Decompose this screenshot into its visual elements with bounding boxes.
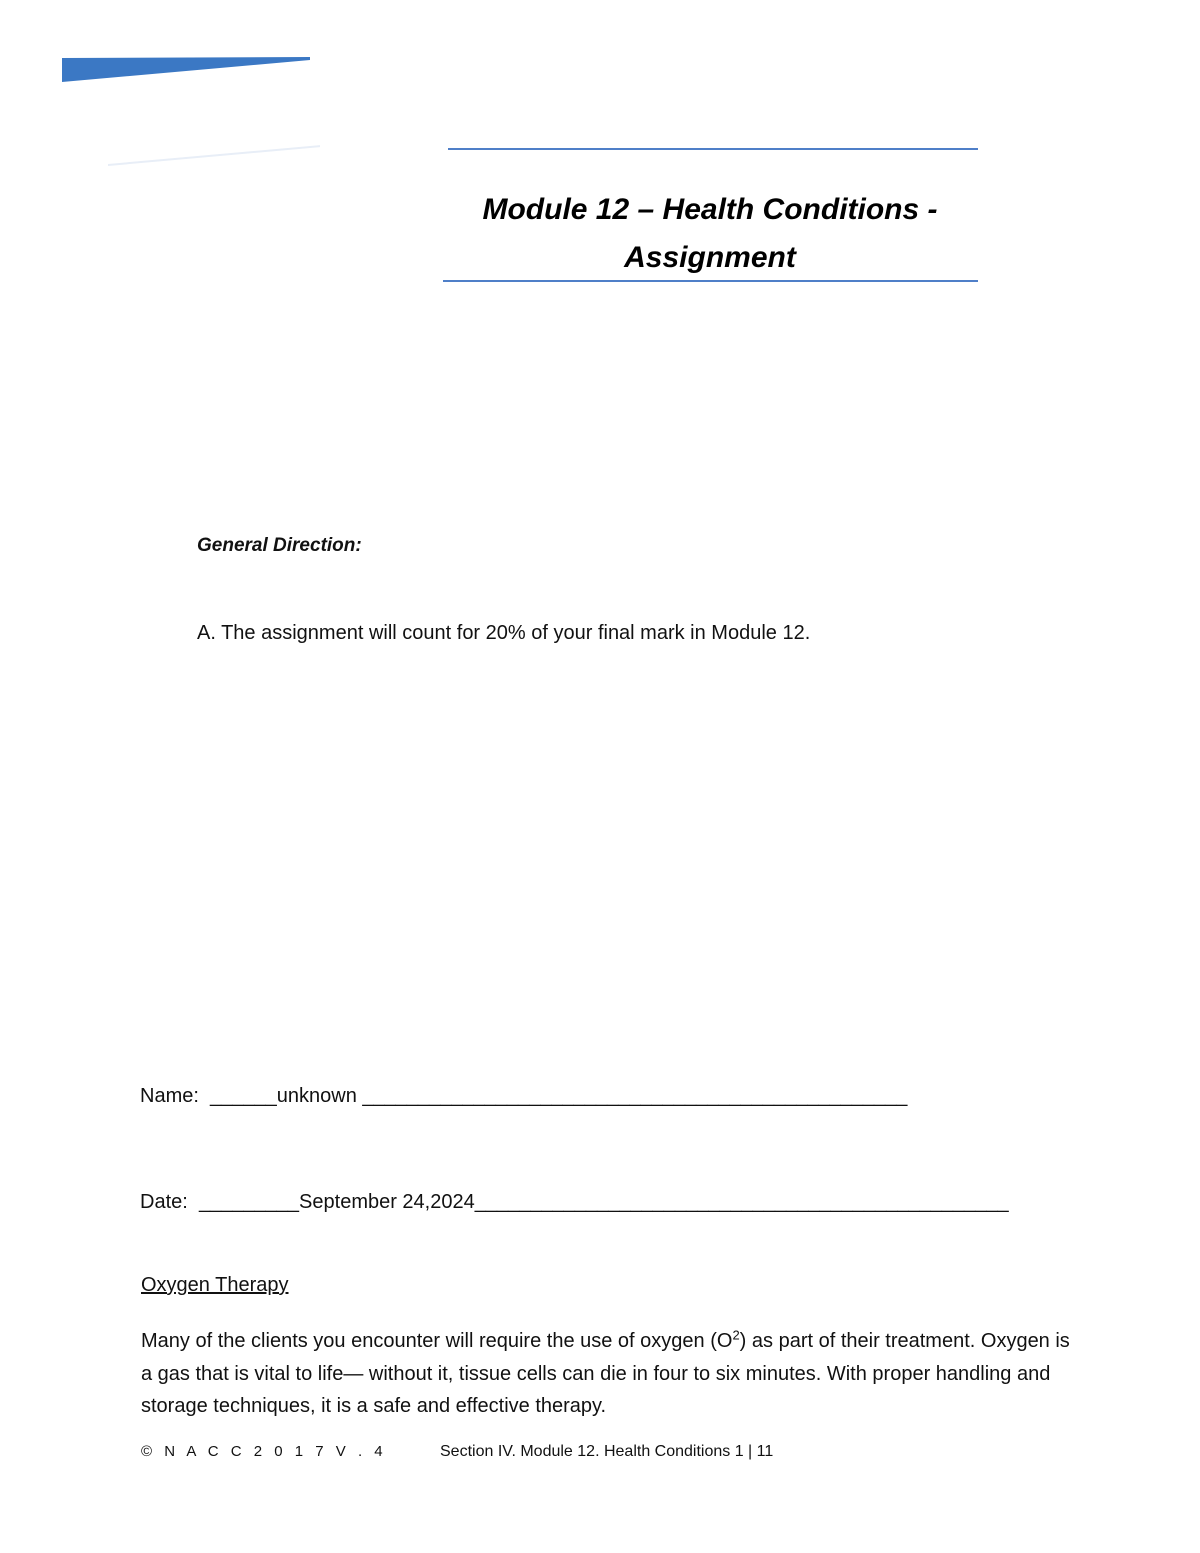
page-title: [440, 186, 980, 282]
header-logo-graphic: [60, 52, 320, 172]
title-divider-bottom: [443, 280, 978, 282]
page-title-line-2: Assignment: [624, 241, 796, 274]
oxygen-therapy-paragraph: [141, 1325, 1071, 1423]
date-field: [140, 1191, 1009, 1214]
title-block: [440, 140, 980, 290]
oxygen-therapy-heading: Oxygen Therapy: [141, 1274, 289, 1296]
direction-item-a: A. The assignment will count for 20% of your final mark in Module 12.: [197, 622, 811, 644]
date-label: Date:: [140, 1191, 188, 1213]
date-value: September 24,2024: [299, 1191, 475, 1213]
name-label: Name:: [140, 1085, 199, 1107]
title-divider-top: [448, 148, 978, 150]
footer-copyright: © N A C C 2 0 1 7 V . 4: [141, 1443, 387, 1460]
name-suffix-blank: _________________________________________________: [356, 1085, 908, 1107]
logo-faint-swoosh: [108, 142, 320, 166]
page-title-line-1: Module 12 – Health Conditions -: [482, 193, 938, 226]
date-suffix-blank: ________________________________________________: [474, 1191, 1009, 1213]
oxygen-subscript: 2: [732, 1327, 740, 1343]
name-field: [140, 1085, 907, 1108]
date-prefix-blank: _________: [198, 1191, 300, 1213]
name-value: unknown: [276, 1085, 357, 1107]
footer-page-info: Section IV. Module 12. Health Conditions 1 | 11: [440, 1443, 774, 1460]
name-prefix-blank: ______: [210, 1085, 277, 1107]
logo-blue-swoosh: [62, 57, 310, 82]
paragraph-text-1: Many of the clients you encounter will require the use of oxygen (O: [141, 1330, 733, 1352]
paragraph-text-2: ) as part of their treatment. Oxygen is a gas that is vital to life— without it, tissue cells can die in four to six minutes. With proper handling and storage techniques, it is a safe and effective therapy.: [141, 1330, 1070, 1417]
general-direction-heading: General Direction:: [197, 535, 362, 556]
